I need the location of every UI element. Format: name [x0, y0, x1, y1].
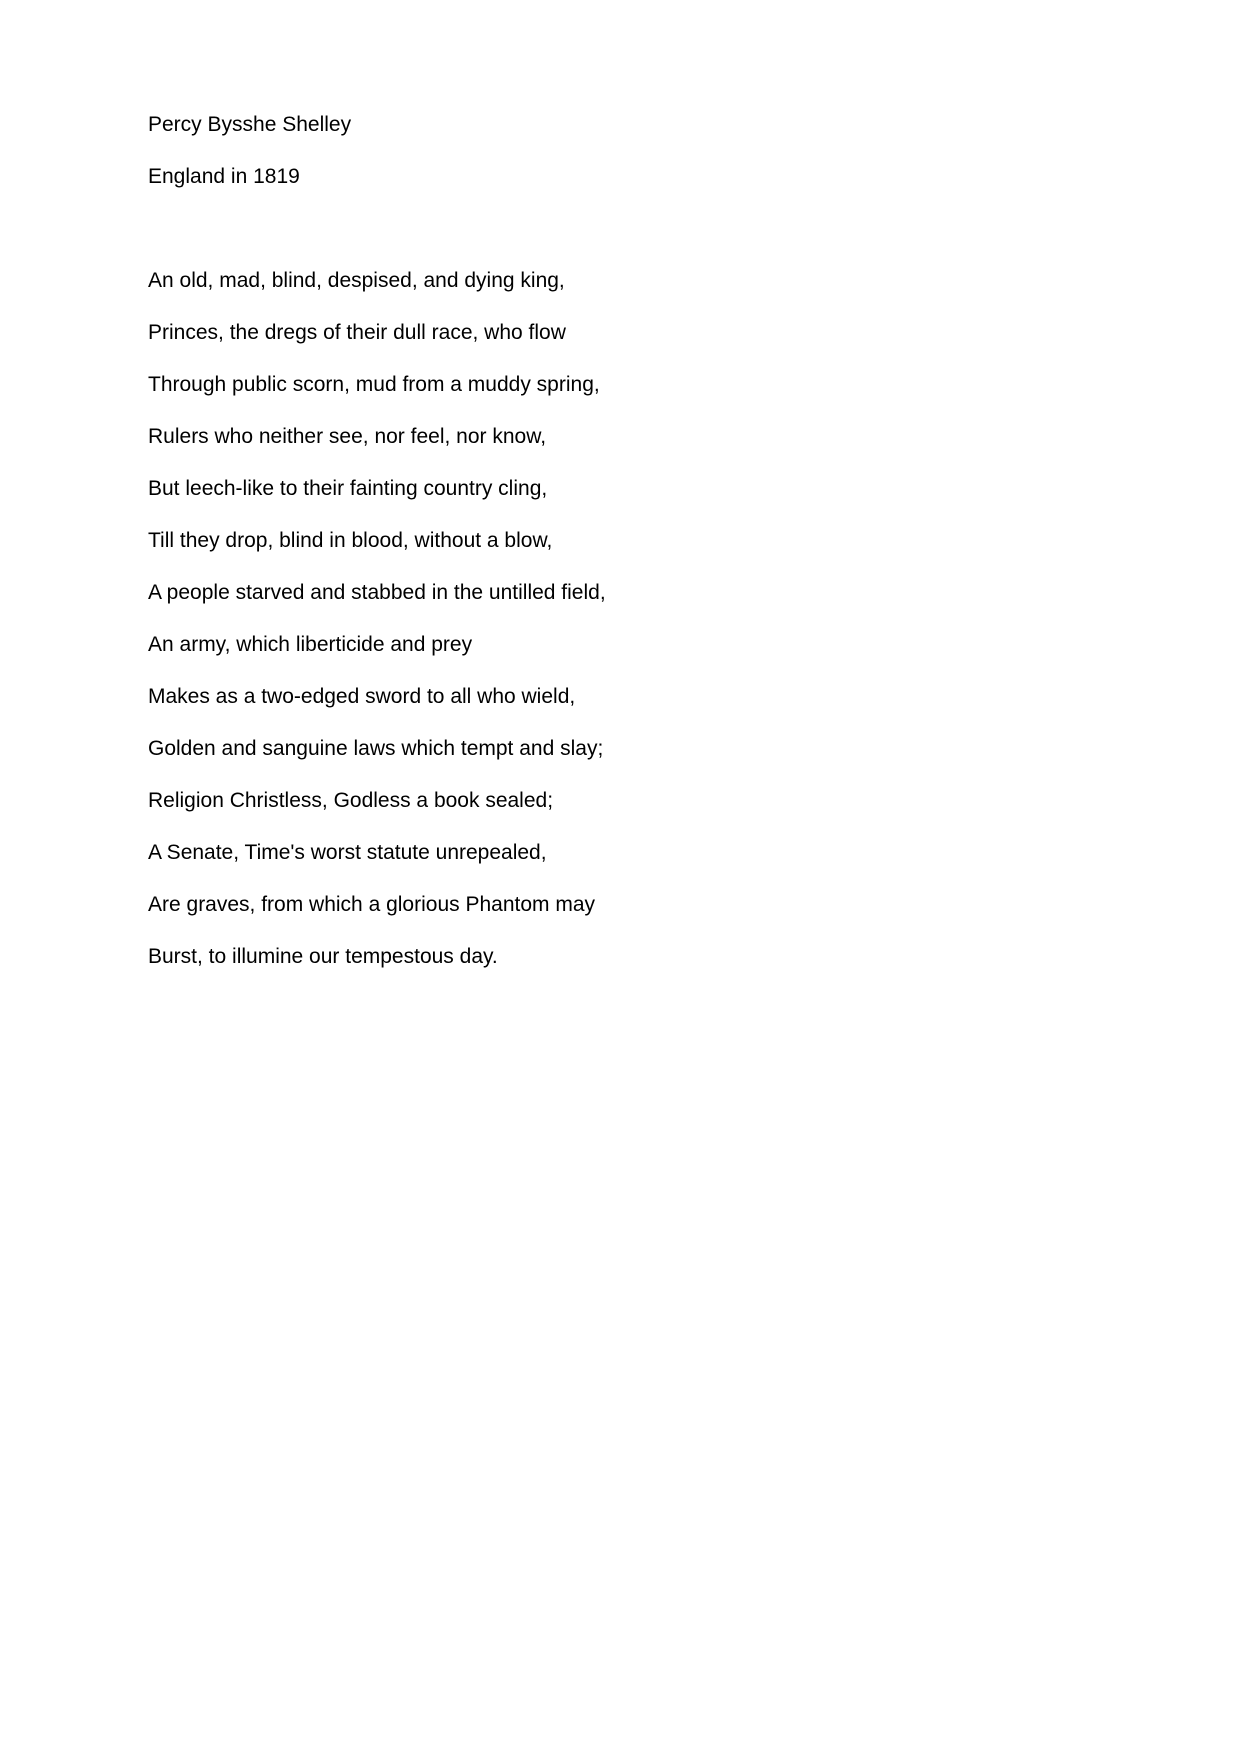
poem-line-14: Burst, to illumine our tempestous day.: [148, 945, 498, 968]
poem-line-9: Makes as a two-edged sword to all who wield,: [148, 685, 576, 708]
poem-line-5: But leech-like to their fainting country cling,: [148, 477, 548, 500]
blank-line: [148, 216, 1048, 268]
poem-title: England in 1819: [148, 165, 300, 188]
poem-line-3: Through public scorn, mud from a muddy spring,: [148, 373, 600, 396]
poem-line-12: A Senate, Time's worst statute unrepealed,: [148, 841, 547, 864]
author-name: Percy Bysshe Shelley: [148, 113, 352, 136]
poem-line-1: An old, mad, blind, despised, and dying king,: [148, 269, 565, 292]
poem-line-7: A people starved and stabbed in the untilled field,: [148, 581, 606, 604]
poem-text-block: [148, 112, 1048, 996]
poem-line-2: Princes, the dregs of their dull race, who flow: [148, 321, 566, 344]
poem-line-8: An army, which liberticide and prey: [148, 633, 473, 656]
poem-line-4: Rulers who neither see, nor feel, nor know,: [148, 425, 547, 448]
poem-line-13: Are graves, from which a glorious Phantom may: [148, 893, 596, 916]
poem-line-10: Golden and sanguine laws which tempt and slay;: [148, 737, 604, 760]
poem-line-11: Religion Christless, Godless a book sealed;: [148, 789, 554, 812]
poem-line-6: Till they drop, blind in blood, without a blow,: [148, 529, 553, 552]
